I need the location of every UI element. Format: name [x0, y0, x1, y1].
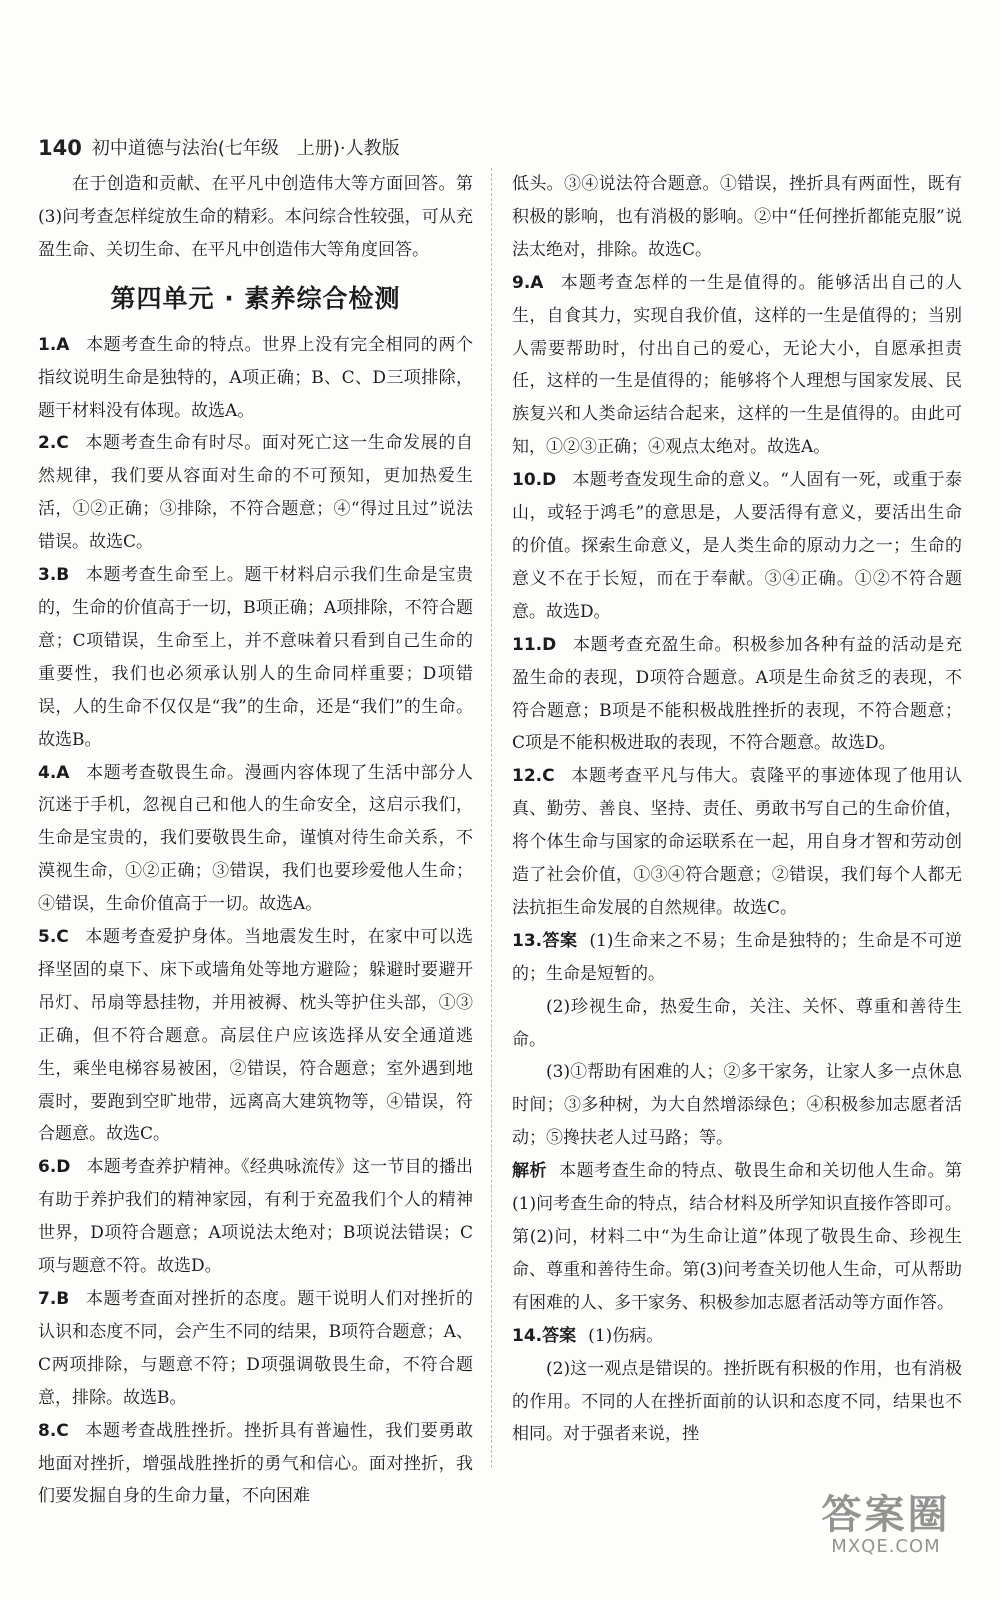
- answer-item: [38, 921, 473, 1151]
- answer-number: 2.C: [38, 433, 69, 454]
- q14-answer: [512, 1320, 962, 1353]
- page-number: 140: [38, 136, 82, 160]
- q14-number: 14.: [512, 1325, 543, 1346]
- answer-text: 本题考查充盈生命。积极参加各种有益的活动是充盈生命的表现，D项符合题意。A项是生命贫乏的表现，不符合题意；B项是不能积极战胜挫折的表现，不符合题意；C项是不能积极进取的表现，不符合题意。故选D。: [512, 634, 962, 754]
- answer-item: [512, 629, 962, 761]
- answer-number: 10.D: [512, 470, 557, 491]
- answer-text: 本题考查生命至上。题干材料启示我们生命是宝贵的，生命的价值高于一切，B项正确；A项排除，不符合题意；C项错误，生命至上，并不意味着只看到自己生命的重要性，我们也必须承认别人的生命同样重要；D项错误，人的生命不仅仅是“我”的生命，还是“我们”的生命。故选B。: [38, 565, 473, 750]
- answer-text: 本题考查爱护身体。当地震发生时，在家中可以选择坚固的桌下、床下或墙角处等地方避险；躲避时要避开吊灯、吊扇等悬挂物，并用被褥、枕头等护住头部，①③正确，但不符合题意。高层住户应该选择从安全通道逃生，乘坐电梯容易被困，②错误，符合题意；室外遇到地震时，要跑到空旷地带，远离高大建筑物等，④错误，符合题意。故选C。: [38, 927, 473, 1145]
- answer-item: [512, 267, 962, 464]
- answer-item: [38, 1415, 473, 1514]
- q13-analysis-label: 解析: [512, 1161, 548, 1182]
- answer-item: [512, 760, 962, 925]
- answer-text: 本题考查养护精神。《经典咏流传》这一节目的播出有助于养护我们的精神家园，有利于充盈我们个人的精神世界，D项符合题意；A项说法太绝对；B项说法错误；C项与题意不符。故选D。: [38, 1157, 473, 1277]
- q13-answer-1: (1)生命来之不易；生命是独特的；生命是不可逆的；生命是短暂的。: [512, 930, 962, 984]
- answer-text: 本题考查面对挫折的态度。题干说明人们对挫折的认识和态度不同，会产生不同的结果，B项符合题意；A、C两项排除，与题意不符；D项强调敬畏生命，不符合题意，排除。故选B。: [38, 1289, 473, 1408]
- answer-text: 本题考查平凡与伟大。袁隆平的事迹体现了他用认真、勤劳、善良、坚持、责任、勇敢书写自己的生命价值，将个体生命与国家的命运联系在一起，用自身才智和劳动创造了社会价值，①③④符合题意；②错误，我们每个人都无法抗拒生命发展的自然规律。故选C。: [512, 766, 962, 918]
- watermark-logo-text: 答案圈: [821, 1492, 951, 1538]
- right-column: [512, 168, 962, 1451]
- q14-answer-label: 答案: [542, 1325, 577, 1346]
- watermark-logo-url: MXQE.COM: [831, 1536, 941, 1557]
- answer-number: 9.A: [512, 272, 544, 293]
- q13-analysis-text: 本题考查生命的特点、敬畏生命和关切他人生命。第(1)问考查生命的特点，结合材料及所学知识直接作答即可。第(2)问，材料二中“为生命让道”体现了敬畏生命、珍视生命、尊重和善待生命。第(3)问考查关切他人生命，可从帮助有困难的人、多干家务、积极参加志愿者活动等方面作答。: [512, 1161, 963, 1313]
- answer-item: [38, 559, 473, 756]
- answer-text: 本题考查发现生命的意义。“人固有一死，或重于泰山，或轻于鸿毛”的意思是，人要活得有意义，要活出生命的价值。探索生命意义，是人类生命的原动力之一；生命的意义不在于长短，而在于奉献。③④正确。①②不符合题意。故选D。: [512, 470, 962, 622]
- q13-answer-2: (2)珍视生命，热爱生命，关注、关怀、尊重和善待生命。: [512, 996, 962, 1050]
- answer-text: 本题考查敬畏生命。漫画内容体现了生活中部分人沉迷于手机，忽视自己和他人的生命安全，这启示我们，生命是宝贵的，我们要敬畏生命，谨慎对待生命关系，不漠视生命，①②正确；③错误，我们也要珍爱他人生命；④错误，生命价值高于一切。故选A。: [38, 762, 473, 915]
- answer-text: 本题考查怎样的一生是值得的。能够活出自己的人生，自食其力，实现自我价值，这样的一生是值得的；当别人需要帮助时，付出自己的爱心，无论大小，自愿承担责任，这样的一生是值得的；能够将个人理想与国家发展、民族复兴和人类命运结合起来，这样的一生是值得的。由此可知，①②③正确；④观点太绝对。故选A。: [512, 272, 962, 458]
- continued-paragraph: 低头。③④说法符合题意。①错误，挫折具有两面性，既有积极的影响，也有消极的影响。②中“任何挫折都能克服”说法太绝对，排除。故选C。: [512, 174, 962, 260]
- answer-number: 7.B: [38, 1289, 70, 1309]
- answer-item: [38, 329, 473, 428]
- section-heading: 第四单元 · 素养综合检测: [110, 283, 401, 313]
- answer-item: [38, 1283, 473, 1415]
- answer-number: 12.C: [512, 766, 555, 787]
- answer-item: [38, 1151, 473, 1283]
- q13-answer: [512, 925, 962, 991]
- answer-number: 6.D: [38, 1157, 71, 1178]
- answer-number: 11.D: [512, 634, 557, 655]
- column-divider: [491, 168, 492, 1468]
- answer-number: 3.B: [38, 565, 70, 586]
- answer-item: [38, 757, 473, 922]
- answer-text: 本题考查生命的特点。世界上没有完全相同的两个指纹说明生命是独特的，A项正确；B、C、D三项排除，题干材料没有体现。故选A。: [38, 334, 473, 421]
- q13-number: 13.: [512, 930, 543, 951]
- q13-answer-label: 答案: [542, 930, 578, 951]
- answer-item: [38, 427, 473, 559]
- q13-analysis: [512, 1155, 962, 1320]
- left-column: [38, 168, 473, 1513]
- answer-number: 1.A: [38, 334, 70, 355]
- watermark-logo: [786, 1490, 986, 1560]
- q14-answer-1: (1)伤病。: [588, 1325, 664, 1346]
- q14-answer-2: (2)这一观点是错误的。挫折既有积极的作用，也有消极的作用。不同的人在挫折面前的认识和态度不同，结果也不相同。对于强者来说，挫: [512, 1358, 962, 1445]
- answer-number: 8.C: [38, 1420, 69, 1441]
- page-header: [38, 128, 400, 160]
- intro-paragraph: 在于创造和贡献、在平凡中创造伟大等方面回答。第(3)问考查怎样绽放生命的精彩。本问综合性较强，可从充盈生命、关切生命、在平凡中创造伟大等角度回答。: [38, 174, 473, 260]
- answer-text: 本题考查战胜挫折。挫折具有普遍性，我们要勇敢地面对挫折，增强战胜挫折的勇气和信心。面对挫折，我们要发掘自身的生命力量，不向困难: [38, 1420, 473, 1507]
- answer-number: 5.C: [38, 927, 69, 948]
- q13-answer-3: (3)①帮助有困难的人；②多干家务，让家人多一点休息时间；③多种树，为大自然增添绿色；④积极参加志愿者活动；⑤搀扶老人过马路；等。: [512, 1062, 962, 1149]
- answer-number: 4.A: [38, 762, 70, 783]
- book-title: 初中道德与法治(七年级 上册)·人教版: [91, 138, 400, 159]
- answer-item: [512, 464, 962, 629]
- answer-text: 本题考查生命有时尽。面对死亡这一生命发展的自然规律，我们要从容面对生命的不可预知，更加热爱生活，①②正确；③排除，不符合题意；④“得过且过”说法错误。故选C。: [38, 433, 473, 553]
